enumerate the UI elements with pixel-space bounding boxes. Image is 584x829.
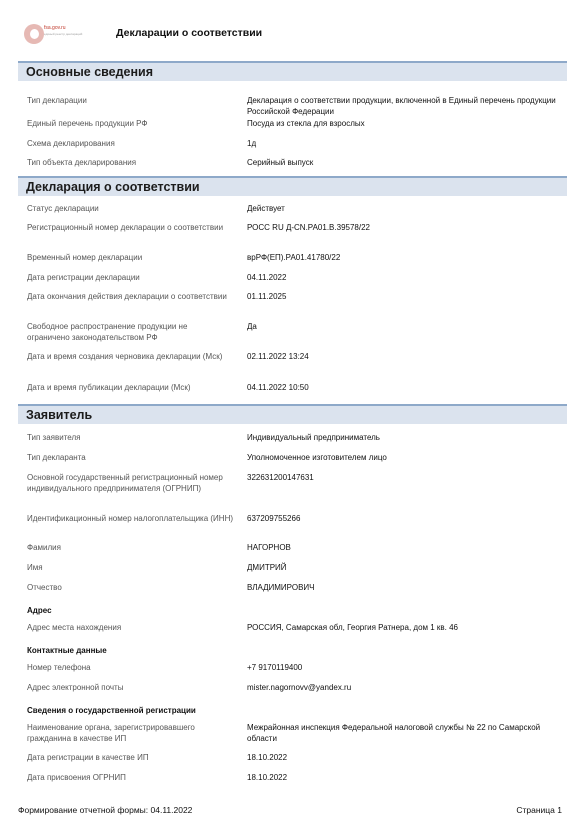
ogrnip-value: 322631200147631 xyxy=(247,473,314,482)
publish-datetime-value: 04.11.2022 10:50 xyxy=(247,383,309,392)
section-applicant xyxy=(18,404,567,424)
inn-label: Идентификационный номер налогоплательщика (ИНН) xyxy=(27,514,234,523)
free-circulation-label: Свободное распространение продукции не ограничено законодательством РФ xyxy=(27,322,188,342)
logo-tagline: единый реестр деклараций xyxy=(44,32,83,36)
report-header xyxy=(18,20,568,48)
scheme-label: Схема декларирования xyxy=(27,139,115,148)
address-label: Адрес места нахождения xyxy=(27,623,122,632)
declaration-type-label: Тип декларации xyxy=(27,96,87,105)
contacts-subheading: Контактные данные xyxy=(27,646,107,655)
section-basic-title: Основные сведения xyxy=(26,65,154,79)
logo-brand: fsa.gov.ru xyxy=(44,25,66,31)
report-generated-date: Формирование отчетной формы: 04.11.2022 xyxy=(18,805,193,815)
page-title: Декларации о соответствии xyxy=(116,27,263,39)
surname-label: Фамилия xyxy=(27,543,61,552)
reg-number-label: Регистрационный номер декларации о соответствии xyxy=(27,223,224,232)
phone-value: +7 9170119400 xyxy=(247,663,303,672)
registering-authority-value: Межрайонная инспекция Федеральной налоговой службы № 22 по Самарской области xyxy=(247,723,541,743)
state-registration-subheading: Сведения о государственной регистрации xyxy=(27,706,196,715)
address-value: РОССИЯ, Самарская обл, Георгия Ратнера, дом 1 кв. 46 xyxy=(247,623,458,632)
address-subheading: Адрес xyxy=(27,606,52,615)
end-date-value: 01.11.2025 xyxy=(247,292,287,301)
ogrnip-date-value: 18.10.2022 xyxy=(247,773,288,782)
product-list-value: Посуда из стекла для взрослых xyxy=(247,119,365,128)
declaration-type-value: Декларация о соответствии продукции, включенной в Единый перечень продукции Российской Федерации xyxy=(247,96,556,116)
applicant-type-label: Тип заявителя xyxy=(27,433,81,442)
reg-date-value: 04.11.2022 xyxy=(247,273,287,282)
first-name-label: Имя xyxy=(27,563,43,572)
declarant-type-value: Уполномоченное изготовителем лицо xyxy=(247,453,387,462)
free-circulation-value: Да xyxy=(247,322,257,331)
page-number: Страница 1 xyxy=(516,805,562,815)
status-label: Статус декларации xyxy=(27,204,99,213)
ogrnip-label: Основной государственный регистрационный номер индивидуального предпринимателя (ОГРНИП) xyxy=(27,473,223,493)
draft-datetime-label: Дата и время создания черновика декларации (Мск) xyxy=(27,352,223,361)
ip-reg-date-label: Дата регистрации в качестве ИП xyxy=(27,753,149,762)
phone-label: Номер телефона xyxy=(27,663,91,672)
section-applicant-title: Заявитель xyxy=(26,408,93,422)
section-basic-info xyxy=(18,61,567,81)
email-label: Адрес электронной почты xyxy=(27,683,124,692)
end-date-label: Дата окончания действия декларации о соответствии xyxy=(27,292,227,301)
ogrnip-date-label: Дата присвоения ОГРНИП xyxy=(27,773,126,782)
draft-datetime-value: 02.11.2022 13:24 xyxy=(247,352,309,361)
first-name-value: ДМИТРИЙ xyxy=(247,563,287,572)
section-declaration xyxy=(18,176,567,196)
patronymic-label: Отчество xyxy=(27,583,62,592)
object-type-label: Тип объекта декларирования xyxy=(27,158,137,167)
status-value: Действует xyxy=(247,204,285,213)
surname-value: НАГОРНОВ xyxy=(247,543,291,552)
applicant-type-value: Индивидуальный предприниматель xyxy=(247,433,380,442)
inn-value: 637209755266 xyxy=(247,514,301,523)
fsa-logo xyxy=(24,24,104,50)
publish-datetime-label: Дата и время публикации декларации (Мск) xyxy=(27,383,191,392)
section-declaration-title: Декларация о соответствии xyxy=(26,180,200,194)
registering-authority-label: Наименование органа, зарегистрировавшего гражданина в качестве ИП xyxy=(27,723,195,743)
temp-number-value: врРФ(ЕП).РА01.41780/22 xyxy=(247,253,341,262)
reg-date-label: Дата регистрации декларации xyxy=(27,273,140,282)
ip-reg-date-value: 18.10.2022 xyxy=(247,753,288,762)
patronymic-value: ВЛАДИМИРОВИЧ xyxy=(247,583,315,592)
object-type-value: Серийный выпуск xyxy=(247,158,314,167)
email-value: mister.nagornovv@yandex.ru xyxy=(247,683,352,692)
scheme-value: 1д xyxy=(247,139,257,148)
temp-number-label: Временный номер декларации xyxy=(27,253,143,262)
declarant-type-label: Тип декларанта xyxy=(27,453,86,462)
product-list-label: Единый перечень продукции РФ xyxy=(27,119,148,128)
reg-number-value: РОСС RU Д-CN.РА01.В.39578/22 xyxy=(247,223,370,232)
logo-icon xyxy=(24,24,44,44)
